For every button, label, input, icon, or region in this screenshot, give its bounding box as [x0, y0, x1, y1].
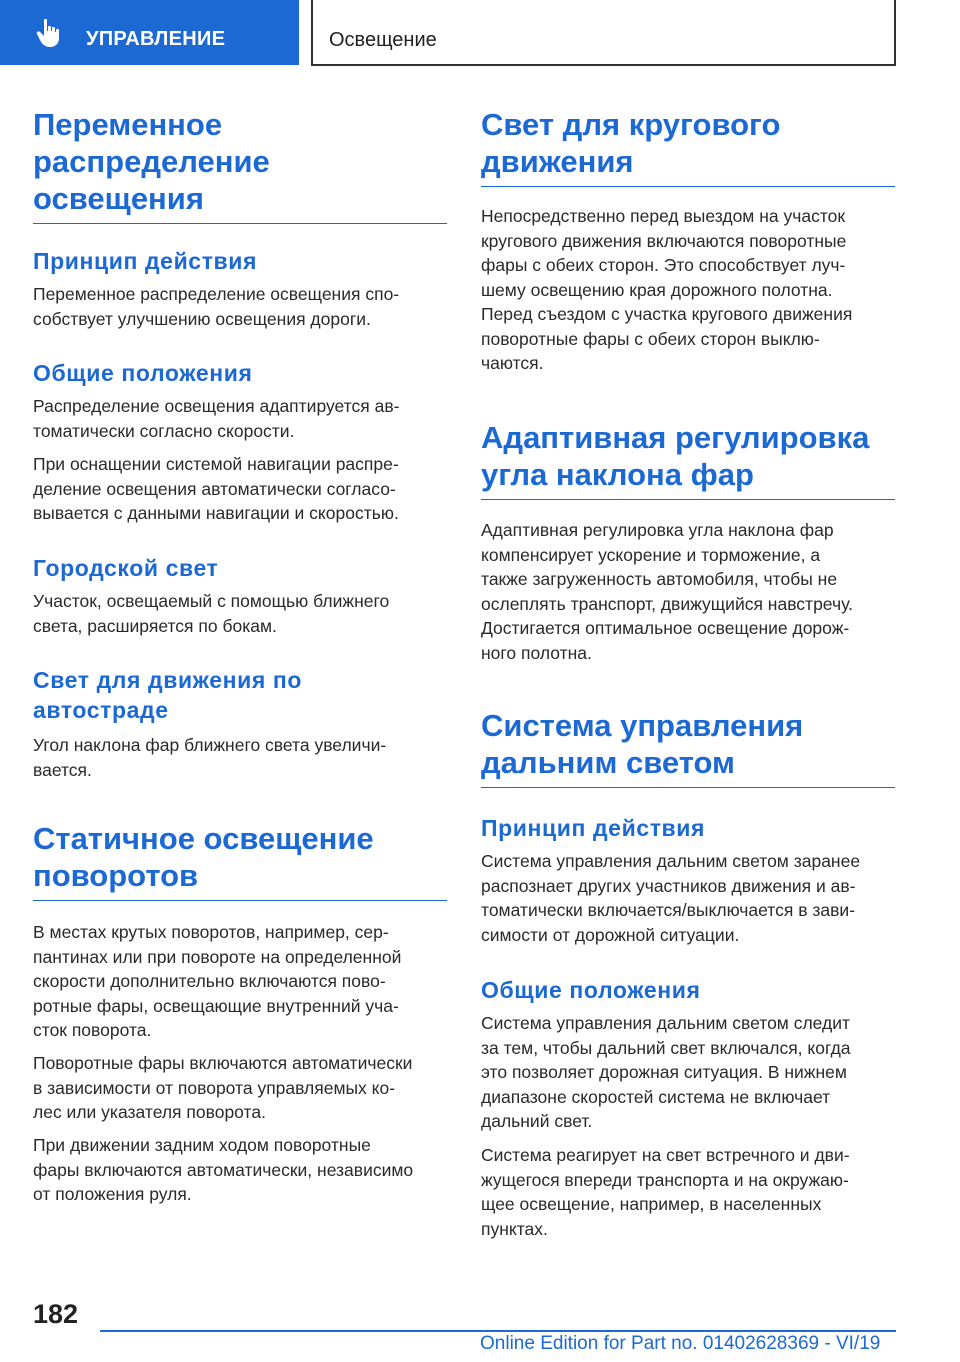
text-line: жущегося впереди транспорта и на окружаю-: [481, 1169, 849, 1190]
paragraph-principle: [33, 282, 447, 331]
text-line: поворотные фары с обеих сторон выклю-: [481, 328, 820, 349]
heading-line: Свет для кругового: [481, 107, 781, 142]
text-line: Поворотные фары включаются автоматически: [33, 1053, 413, 1073]
text-line: распознает других участников движения и ав-: [481, 875, 856, 896]
paragraph-general-1: [33, 394, 447, 443]
heading-variable-light-distribution: [33, 106, 447, 224]
paragraph-adaptive: [481, 518, 895, 665]
text-line: от положения руля.: [33, 1184, 192, 1204]
text-line: компенсирует ускорение и торможение, а: [481, 544, 821, 565]
paragraph-static-1: [33, 920, 447, 1043]
text-line: это позволяет дорожная ситуация. В нижнем: [481, 1062, 847, 1082]
text-line: фары включаются автоматически, независимо: [33, 1159, 414, 1180]
breadcrumb-label: Освещение: [329, 29, 437, 51]
paragraph-general-2: [481, 1143, 895, 1241]
breadcrumb: [311, 0, 896, 66]
subheading-general: Общие положения: [33, 360, 253, 386]
heading-adaptive-headlight-range: [481, 419, 895, 500]
text-line: Система управления дальним светом следит: [481, 1013, 851, 1033]
text-line: шему освещению края дорожного полотна.: [481, 279, 833, 300]
subheading-general: Общие положения: [481, 977, 701, 1003]
heading-line: автостраде: [33, 697, 169, 723]
hand-pointer-icon: [36, 18, 64, 48]
text-line: Система управления дальним светом заранее: [481, 851, 861, 871]
heading-line: движения: [481, 144, 634, 179]
heading-line: освещения: [33, 181, 204, 216]
text-line: за тем, чтобы дальний свет включался, когда: [481, 1037, 851, 1058]
text-line: лес или указателя поворота.: [33, 1102, 266, 1122]
text-line: собствует улучшению освещения дороги.: [33, 308, 371, 329]
heading-high-beam-assistant: [481, 707, 895, 788]
text-line: скорости дополнительно включаются пово-: [33, 971, 386, 991]
text-line: вывается с данными навигации и скоростью.: [33, 503, 399, 523]
heading-line: Переменное: [33, 107, 223, 142]
heading-line: поворотов: [33, 858, 199, 893]
subheading-city-light: Городской свет: [33, 555, 219, 581]
heading-line: Статичное освещение: [33, 821, 374, 856]
paragraph-static-3: [33, 1133, 447, 1207]
paragraph-city-light: [33, 589, 447, 638]
heading-line: Свет для движения по: [33, 667, 303, 693]
text-line: в зависимости от поворота управляемых ко-: [33, 1077, 396, 1098]
section-label: УПРАВЛЕНИЕ: [86, 28, 226, 50]
heading-line: Адаптивная регулировка: [481, 420, 870, 455]
text-line: ного полотна.: [481, 642, 592, 663]
subheading-highway-light: [33, 665, 447, 725]
text-line: Перед съездом с участка кругового движения: [481, 304, 853, 324]
text-line: диапазоне скоростей система не включает: [481, 1086, 831, 1107]
text-line: В местах крутых поворотов, например, сер-: [33, 922, 389, 942]
paragraph-highway-light: [33, 733, 447, 782]
paragraph-general-1: [481, 1011, 895, 1134]
text-line: также загруженность автомобиля, чтобы не: [481, 569, 838, 589]
text-line: Переменное распределение освещения спо-: [33, 284, 400, 304]
text-line: сток поворота.: [33, 1020, 152, 1040]
text-line: симости от дорожной ситуации.: [481, 924, 740, 945]
text-line: деление освещения автоматически согласо-: [33, 478, 396, 499]
text-line: ротные фары, освещающие внутренний уча-: [33, 995, 399, 1016]
paragraph-roundabout: [481, 204, 895, 376]
text-line: ослеплять транспорт, движущийся навстречу.: [481, 593, 853, 614]
paragraph-principle: [481, 849, 895, 947]
text-line: вается.: [33, 759, 92, 780]
heading-line: Система управления: [481, 708, 804, 743]
text-line: При оснащении системой навигации распре-: [33, 454, 399, 474]
heading-line: распределение: [33, 144, 270, 179]
text-line: пунктах.: [481, 1218, 548, 1239]
edition-note: Online Edition for Part no. 01402628369 - VI/19: [480, 1333, 881, 1354]
text-line: Угол наклона фар ближнего света увеличи-: [33, 735, 387, 755]
heading-line: дальним светом: [481, 745, 735, 780]
section-tab[interactable]: [0, 0, 299, 65]
text-line: томатически включается/выключается в зави-: [481, 900, 856, 920]
page-number: 182: [33, 1299, 79, 1329]
heading-static-cornering-light: [33, 820, 447, 901]
text-line: томатически согласно скорости.: [33, 420, 295, 441]
text-line: дальний свет.: [481, 1111, 593, 1131]
text-line: света, расширяется по бокам.: [33, 615, 277, 636]
subheading-principle: Принцип действия: [481, 815, 706, 841]
paragraph-static-2: [33, 1051, 447, 1125]
text-line: Система реагирует на свет встречного и дви-: [481, 1145, 850, 1165]
heading-roundabout-light: [481, 106, 895, 187]
paragraph-general-2: [33, 452, 447, 526]
text-line: Достигается оптимальное освещение дорож-: [481, 618, 850, 638]
footer-divider: [100, 1330, 896, 1332]
text-line: Непосредственно перед выездом на участок: [481, 206, 846, 226]
text-line: щее освещение, например, в населенных: [481, 1194, 822, 1214]
text-line: При движении задним ходом поворотные: [33, 1135, 371, 1155]
text-line: чаются.: [481, 353, 544, 373]
text-line: Адаптивная регулировка угла наклона фар: [481, 520, 834, 540]
subheading-principle: Принцип действия: [33, 248, 258, 274]
text-line: Участок, освещаемый с помощью ближнего: [33, 591, 390, 611]
text-line: кругового движения включаются поворотные: [481, 230, 847, 251]
text-line: Распределение освещения адаптируется ав-: [33, 396, 400, 416]
heading-line: угла наклона фар: [481, 457, 754, 492]
text-line: пантинах или при повороте на определенной: [33, 946, 402, 967]
text-line: фары с обеих сторон. Это способствует луч-: [481, 255, 846, 275]
